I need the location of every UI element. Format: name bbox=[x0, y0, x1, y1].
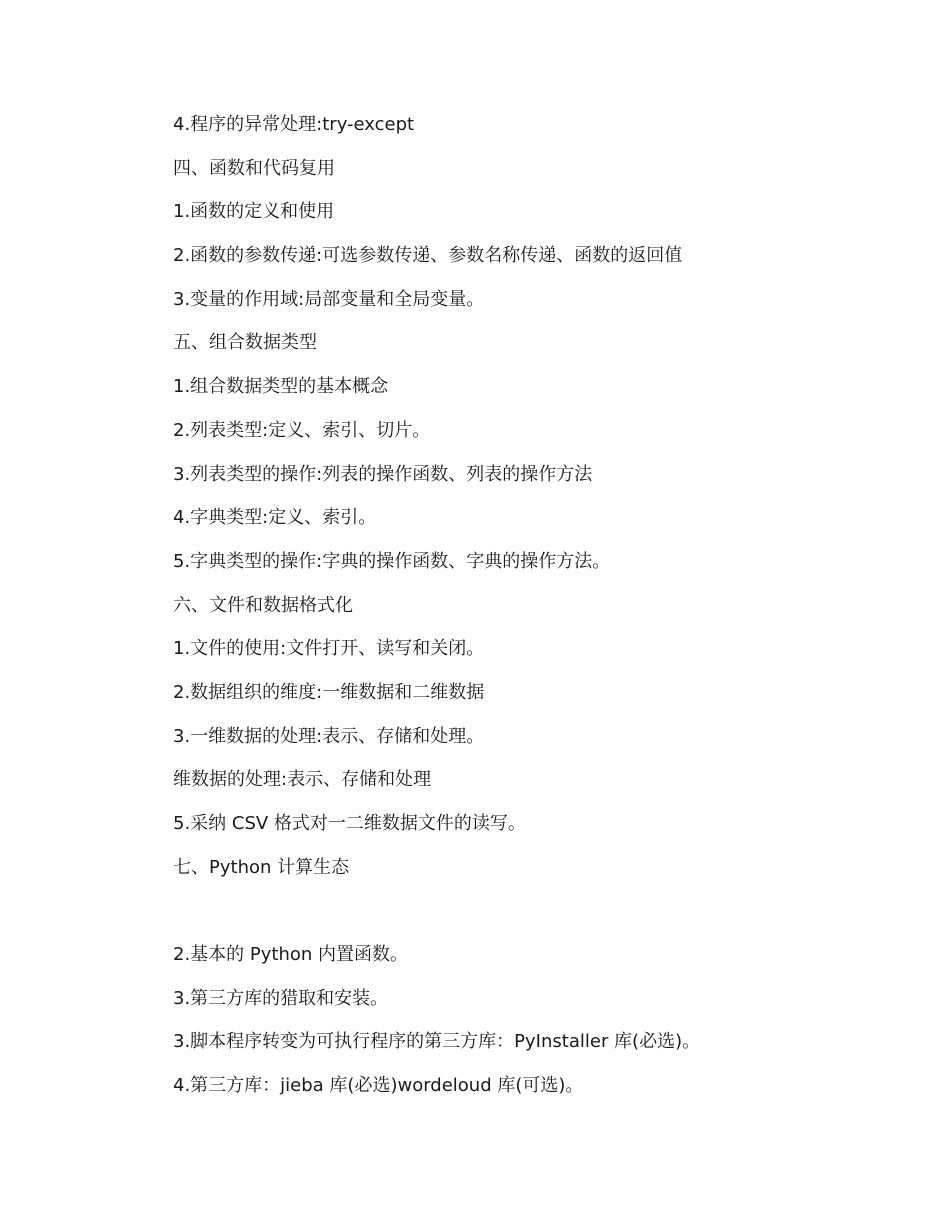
section-heading: 七、Python 计算生态 bbox=[173, 856, 350, 878]
text-line: 1.文件的使用:文件打开、读写和关闭。 bbox=[173, 638, 485, 660]
text-line: 3.列表类型的操作:列表的操作函数、列表的操作方法 bbox=[173, 463, 593, 485]
text-line: 2.列表类型:定义、索引、切片。 bbox=[173, 419, 431, 441]
text-line: 3.第三方库的猎取和安装。 bbox=[173, 987, 389, 1009]
section-heading: 六、文件和数据格式化 bbox=[173, 594, 353, 616]
text-line: 4.第三方库：jieba 库(必选)wordeloud 库(可选)。 bbox=[173, 1075, 584, 1097]
text-line: 3.一维数据的处理:表示、存储和处理。 bbox=[173, 725, 485, 747]
document-body bbox=[173, 111, 873, 1116]
text-line: 维数据的处理:表示、存储和处理 bbox=[173, 769, 432, 791]
blank-line bbox=[173, 897, 873, 941]
text-line: 2.函数的参数传递:可选参数传递、参数名称传递、函数的返回值 bbox=[173, 245, 683, 267]
text-line: 1.组合数据类型的基本概念 bbox=[173, 376, 389, 398]
section-heading: 五、组合数据类型 bbox=[173, 332, 317, 354]
text-line: 4.字典类型:定义、索引。 bbox=[173, 507, 377, 529]
text-line: 3.脚本程序转变为可执行程序的第三方库：PyInstaller 库(必选)。 bbox=[173, 1031, 701, 1053]
text-line: 2.基本的 Python 内置函数。 bbox=[173, 944, 409, 966]
section-heading: 四、函数和代码复用 bbox=[173, 157, 335, 179]
text-line: 5.采纳 CSV 格式对一二维数据文件的读写。 bbox=[173, 813, 526, 834]
text-line: 2.数据组织的维度:一维数据和二维数据 bbox=[173, 681, 485, 703]
text-line: 4.程序的异常处理:try-except bbox=[173, 114, 415, 135]
text-line: 1.函数的定义和使用 bbox=[173, 201, 335, 223]
text-line: 3.变量的作用域:局部变量和全局变量。 bbox=[173, 288, 485, 310]
text-line: 5.字典类型的操作:字典的操作函数、字典的操作方法。 bbox=[173, 550, 611, 572]
